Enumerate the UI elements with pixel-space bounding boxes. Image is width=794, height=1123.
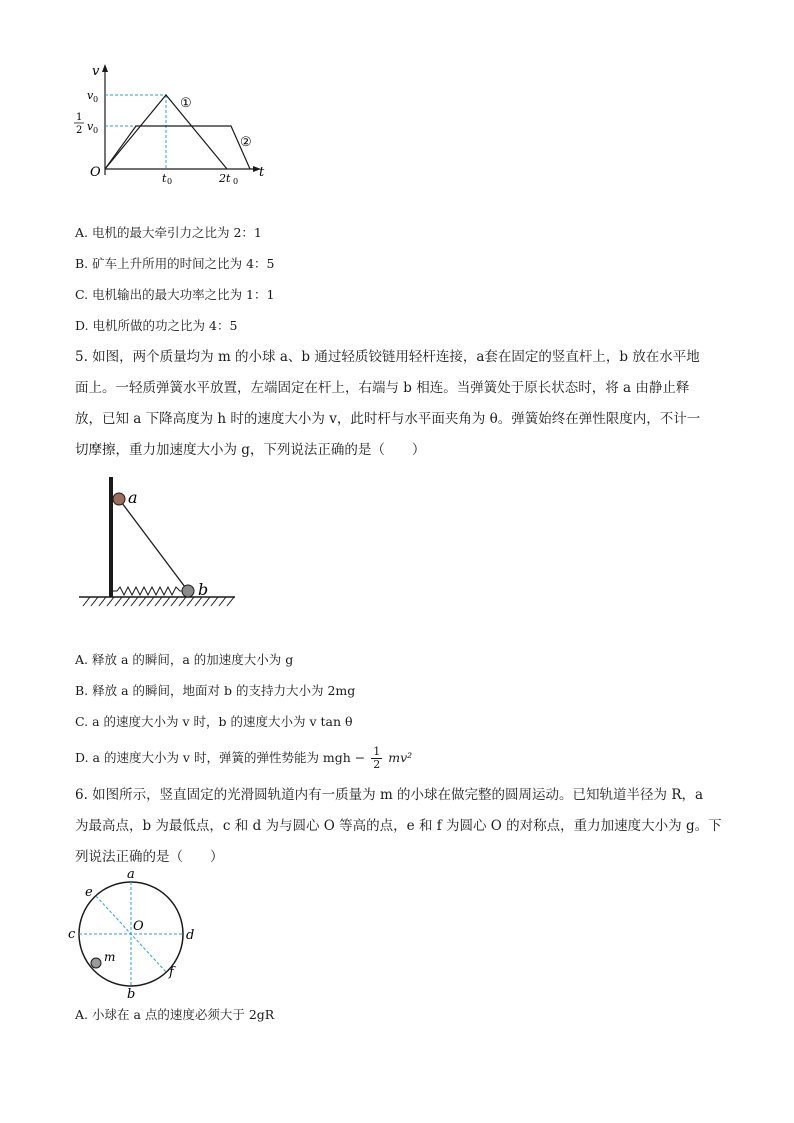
q5-option-a: A. 释放 a 的瞬间，a 的加速度大小为 g: [75, 652, 294, 667]
q5-option-d-fraction: [371, 746, 382, 771]
q5-option-c: C. a 的速度大小为 v 时，b 的速度大小为 v tan θ: [75, 714, 353, 729]
q5-figure: [75, 475, 240, 610]
half-v0-label-sub: 0: [93, 126, 99, 135]
axis-t-label: t: [259, 165, 265, 180]
axis-v-label: v: [92, 64, 100, 79]
point-b-label: b: [127, 987, 136, 1002]
q5-option-d-den: 2: [373, 758, 381, 771]
t0-tick-label: t: [162, 172, 167, 185]
center-o-label: O: [133, 919, 144, 934]
q6-stem-line-1: 6. 如图所示，竖直固定的光滑圆轨道内有一质量为 m 的小球在做完整的圆周运动。已知轨道半径为 R，a: [75, 787, 704, 803]
q6-stem-line-3: 列说法正确的是（ ）: [75, 849, 224, 865]
q6-stem-line-2: 为最高点，b 为最低点，c 和 d 为与圆心 O 等高的点，e 和 f 为圆心 O 的对称点，重力加速度大小为 g。下: [75, 818, 722, 834]
q5-stem-line-2: 面上。一轻质弹簧水平放置，左端固定在杆上，右端与 b 相连。当弹簧处于原长状态时，将 a 由静止释: [75, 380, 690, 396]
2t0-tick-label: 2t: [219, 172, 231, 185]
curve-2-label: ②: [240, 135, 252, 150]
q5-option-d: [75, 743, 412, 773]
point-c-label: c: [68, 927, 76, 942]
ball-a: [113, 493, 125, 505]
q5-option-d-text: D. a 的速度大小为 v 时，弹簧的弹性势能为 mgh −: [75, 750, 366, 765]
point-d-label: d: [186, 928, 195, 943]
q4-option-a: A. 电机的最大牵引力之比为 2：1: [75, 225, 262, 240]
ball-b-label: b: [198, 580, 209, 599]
v0-label: v: [87, 89, 94, 102]
light-rod: [119, 499, 188, 591]
q6-circle-figure: [66, 866, 206, 1002]
half-v0-label: v: [87, 120, 94, 133]
vertical-rod: [109, 477, 113, 597]
ball-m: [91, 958, 101, 968]
q5-option-d-num: 1: [373, 745, 381, 758]
q6-option-a: A. 小球在 a 点的速度必须大于 2gR: [75, 1007, 275, 1022]
spring: [113, 587, 185, 595]
half-den: 2: [76, 125, 83, 136]
q4-option-c: C. 电机输出的最大功率之比为 1：1: [75, 287, 275, 302]
point-e-label: e: [85, 885, 93, 900]
v0-label-sub: 0: [93, 95, 99, 104]
vt-graph-figure: [72, 60, 272, 185]
t0-tick-sub: 0: [167, 177, 173, 185]
q5-option-b: B. 释放 a 的瞬间，地面对 b 的支持力大小为 2mg: [75, 683, 356, 698]
half-num: 1: [76, 112, 83, 123]
ball-a-label: a: [128, 488, 138, 507]
v-axis-arrow: [102, 64, 108, 72]
point-f-label: f: [169, 965, 174, 980]
q4-option-b: B. 矿车上升所用的时间之比为 4：5: [75, 256, 275, 271]
q5-option-d-tail: mv²: [388, 750, 413, 765]
q4-option-d: D. 电机所做的功之比为 4：5: [75, 318, 238, 333]
q5-stem-line-3: 放，已知 a 下降高度为 h 时的速度大小为 v，此时杆与水平面夹角为 θ。弹簧始终在弹性限度内，不计一: [75, 411, 701, 427]
point-a-label: a: [127, 867, 135, 882]
ball-b: [182, 585, 194, 597]
2t0-tick-sub: 0: [233, 177, 239, 185]
curve-1-label: ①: [180, 96, 192, 111]
q5-stem-line-4: 切摩擦，重力加速度大小为 g，下列说法正确的是（ ）: [75, 442, 426, 458]
curve-2: [105, 126, 250, 169]
ball-m-label: m: [104, 950, 116, 964]
origin-label: O: [90, 165, 101, 180]
q5-stem-line-1: 5. 如图，两个质量均为 m 的小球 a、b 通过轻质铰链用轻杆连接，a套在固定的竖直杆上，b 放在水平地: [75, 349, 700, 365]
ground-hatch: [83, 597, 234, 606]
